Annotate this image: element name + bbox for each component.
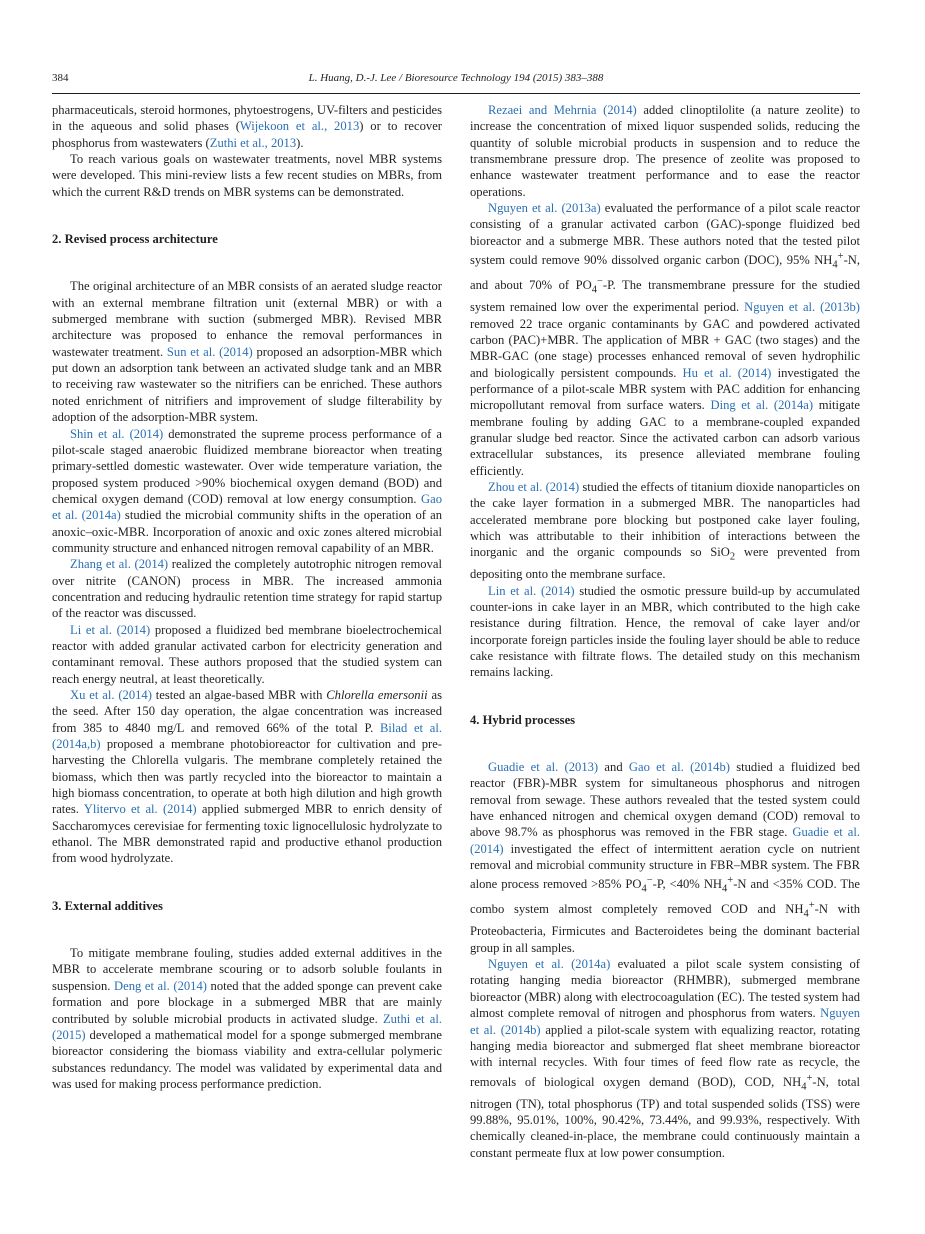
paragraph: The original architecture of an MBR consists of an aerated sludge reactor with an external membrane filtration unit (external MBR) or with a submerged membrane with suction (submerged MBR). Revised MBR architecture was proposed to enhance the removal performances in wastewater treatment. Sun et al. (2014) proposed an adsorption-MBR which put down an adsorption tank between an activated sludge tank and an MBR to receiving raw wastewater so the nitrifiers can be enriched. These authors noted enrichment of nitrifiers and improvement of sludge filterability by adoption of the adsorption-MBR system. bbox=[52, 279, 442, 425]
citation-link[interactable]: Bilad et al. (2014a,b) bbox=[52, 720, 442, 752]
paragraph: Nguyen et al. (2014a) evaluated a pilot scale system consisting of rotating hanging media bioreactor (RHMBR), submerged membrane bioreactor (MBR) along with electrocoagulation (EC). The tested system had almost complete removal of nitrogen and phosphorus from waters. Nguyen et al. (2014b) applied a pilot-scale system with equalizing reactor, rotating hanging media bioreactor and submerged flat sheet membrane bioreactor with internal recycles. With four times of feed flow rate as recycle, the removals of biological oxygen demand (BOD), COD, $NH_4^+-N$, total nitrogen (TN), total phosphorus (TP) and total suspended solids (TSS) were 99.88%, 95.01%, 100%, 90.42%, 73.44%, and 99.93%, respectively. With chemically cleaned-in-place, the membrane could continuously maintain a constant permeate flux at low power consumption. bbox=[470, 957, 861, 1160]
paragraph-continued: pharmaceuticals, steroid hormones, phytoestrogens, UV-filters and pesticides in the aqueous and solid phases (Wijekoon et al., 2013) or to recover phosphorus from wastewaters (Zuthi et al., 2013). bbox=[52, 103, 442, 150]
citation-link[interactable]: Lin et al. (2014) bbox=[488, 583, 575, 598]
paragraph: Li et al. (2014) proposed a fluidized bed membrane bioelectrochemical reactor with added granular activated carbon for electricity generation and contaminant removal. These authors proposed that the studied system can reach energy neutral, at least theoretically. bbox=[52, 622, 442, 686]
citation-link[interactable]: Zuthi et al., 2013 bbox=[209, 135, 297, 150]
citation-link[interactable]: Shin et al. (2014) bbox=[70, 426, 164, 441]
page-header bbox=[52, 70, 860, 90]
paragraph: Zhou et al. (2014) studied the effects of titanium dioxide nanoparticles on the cake layer formation in a submerged MBR. The nanoparticles had accelerated membrane pore blocking but postponed cake layer fouling, which was attributable to their inhibition of interactions between the inorganic and the organic compounds so SiO$_2$ were prevented from depositing onto the membrane surface. bbox=[470, 479, 860, 582]
citation-link[interactable]: Xu et al. (2014) bbox=[70, 688, 152, 702]
paragraph: Guadie et al. (2013) and Gao et al. (2014b) studied a fluidized bed reactor (FBR)-MBR system for simultaneous phosphorus and nitrogen removal from sewage. These authors revealed that the tested system could have enhanced nitrogen and chemical oxygen demand (COD) removal to above 98.7% as phosphorus was removed in the FBR stage. Guadie et al. (2014) investigated the effect of intermittent aeration cycle on nutrient removal and microbial community structure in FBR–MBR system. The FBR alone process removed >85% $PO_4^--P$, <40% $NH_4^+-N$ and <35% COD. The combo system almost completely removed COD and $NH_4^+-N$ with Proteobacteria, Firmicutes and Bacteroidetes being the dominant bacterial group in all samples. bbox=[470, 759, 861, 955]
citation-link[interactable]: Gao et al. (2014a) bbox=[52, 491, 442, 523]
citation-link[interactable]: Hu et al. (2014) bbox=[682, 365, 772, 380]
citation-link[interactable]: Deng et al. (2014) bbox=[114, 978, 207, 993]
section-heading: 3. External additives bbox=[52, 898, 163, 913]
citation-link[interactable]: Wijekoon et al., 2013 bbox=[239, 119, 360, 134]
paragraph: Zhang et al. (2014) realized the completely autotrophic nitrogen removal over nitrite (CANON) process in MBR. The increased ammonia concentration and reducing hydraulic retention time strategy for rapid startup of the reactor was discussed. bbox=[52, 557, 442, 621]
paragraph: Rezaei and Mehrnia (2014) added clinoptilolite (a nature zeolite) to increase the concentration of mixed liquor suspended solids, reducing the quantity of soluble microbial products in suspension and to reduce the transmembrane pressure drop. The presence of zeolite was proposed to enhance wastewater treatment performance and to ease the reactor operations. bbox=[470, 103, 860, 199]
citation-link[interactable]: Nguyen et al. (2013b) bbox=[744, 300, 860, 315]
running-title: L. Huang, D.-J. Lee / Bioresource Technology 194 (2015) 383–388 bbox=[308, 72, 604, 84]
citation-link[interactable]: Nguyen et al. (2013a) bbox=[488, 201, 601, 216]
citation-link[interactable]: Li et al. (2014) bbox=[70, 622, 151, 637]
page-number: 384 bbox=[52, 72, 69, 84]
citation-link[interactable]: Zhou et al. (2014) bbox=[488, 479, 580, 494]
paragraph: Shin et al. (2014) demonstrated the supreme process performance of a pilot-scale staged anaerobic fluidized membrane bioreactor when treating primary-settled domestic wastewater. Over wide temperature variation, the proposed system produced >90% biochemical oxygen demand (BOD) and chemical oxygen demand (COD) removal at low energy consumption. Gao et al. (2014a) studied the microbial community shifts in the operation of an anoxic–oxic-MBR. Incorporation of anoxic and oxic zones altered microbial community structure and enhanced nitrogen removal capability of an MBR. bbox=[52, 426, 442, 555]
right-column bbox=[470, 102, 860, 1161]
species-name: Chlorella emersonii bbox=[326, 688, 428, 702]
citation-link[interactable]: Zhang et al. (2014) bbox=[70, 557, 169, 572]
citation-link[interactable]: Zuthi et al. (2015) bbox=[52, 1011, 442, 1042]
left-column bbox=[52, 102, 442, 1092]
paragraph: Xu et al. (2014) tested an algae-based MBR with Chlorella emersonii as the seed. After 150 day operation, the algae concentration was increased from 385 to 4840 mg/L and removed 66% of the total P. Bilad et al. (2014a,b) proposed a membrane photobioreactor for cultivation and pre-harvesting the Chlorella vulgaris. The membrane completely retained the biomass, which then was partly recycled into the bioreactor to maintain a high biomass concentration, to operate at both high dilution and high growth rates. Ylitervo et al. (2014) applied submerged MBR to enrich density of Saccharomyces cerevisiae for fermenting toxic lignocellulosic hydrolyzate to ethanol. The MBR demonstrated rapid and productive ethanol production from wood hydrolyzate. bbox=[52, 688, 442, 866]
citation-link[interactable]: Sun et al. (2014) bbox=[166, 344, 253, 359]
citation-link[interactable]: Guadie et al. (2014) bbox=[470, 825, 860, 856]
citation-link[interactable]: Nguyen et al. (2014b) bbox=[470, 1006, 860, 1037]
header-rule bbox=[52, 93, 860, 94]
paragraph: Lin et al. (2014) studied the osmotic pressure build-up by accumulated counter-ions in cake layer in an MBR, which contributed to the high cake resistance during filtration. Hence, the removal of cake layer and/or incorporate foreign particles inside the fouling layer should be able to reduce cake resistance with filtrate flows. The detailed study on this mechanism remains lacking. bbox=[470, 583, 860, 680]
paragraph: To reach various goals on wastewater treatments, novel MBR systems were developed. This mini-review lists a few recent studies on MBRs, from which the current R&D trends on MBR systems can be demonstrated. bbox=[52, 152, 442, 199]
citation-link[interactable]: Gao et al. (2014b) bbox=[628, 759, 730, 774]
citation-link[interactable]: Rezaei and Mehrnia (2014) bbox=[488, 103, 637, 117]
paragraph: Nguyen et al. (2013a) evaluated the performance of a pilot scale reactor consisting of a granular activated carbon (GAC)-sponge fluidized bed bioreactor and a submerge MBR. These authors noted that the tested pilot system could remove 90% dissolved organic carbon (DOC), 95% $NH_4^+-N$, and about 70% of $PO_4^--P$. The transmembrane pressure for the studied system remained low over the experimental period. Nguyen et al. (2013b) removed 22 trace organic contaminants by GAC and powdered activated carbon (PAC)+MBR. The application of MBR + GAC (two stages) and the MBR-GAC (one stage) processes enhanced removal of seven hydrophilic and biologically persistent compounds. Hu et al. (2014) investigated the performance of a pilot-scale MBR system with PAC addition for enhancing micropollutant removal from surface waters. Ding et al. (2014a) mitigate membrane fouling by adding GAC to a membrane-coupled expanded granular sludge bed reactor. Since the activated carbon can adsorb various extracellular substances, its presence alleviated membrane fouling efficiently. bbox=[470, 201, 861, 478]
citation-link[interactable]: Guadie et al. (2013) bbox=[488, 759, 599, 774]
section-heading: 2. Revised process architecture bbox=[52, 232, 218, 247]
paragraph: To mitigate membrane fouling, studies added external additives in the MBR to accelerate membrane scouring or to adsorb soluble foulants in suspension. Deng et al. (2014) noted that the added sponge can prevent cake formation and pore blockage in a submerged MBR that are mainly contributed by soluble microbial products in activated sludge. Zuthi et al. (2015) developed a mathematical model for a sponge submerged membrane bioreactor considering the biomass viability and extra-cellular polymeric substances redundancy. The model was validated by experimental data and was used for making process performance prediction. bbox=[52, 946, 442, 1091]
citation-link[interactable]: Ylitervo et al. (2014) bbox=[83, 802, 197, 817]
section-heading: 4. Hybrid processes bbox=[470, 712, 576, 727]
citation-link[interactable]: Nguyen et al. (2014a) bbox=[488, 957, 611, 972]
citation-link[interactable]: Ding et al. (2014a) bbox=[710, 398, 814, 413]
